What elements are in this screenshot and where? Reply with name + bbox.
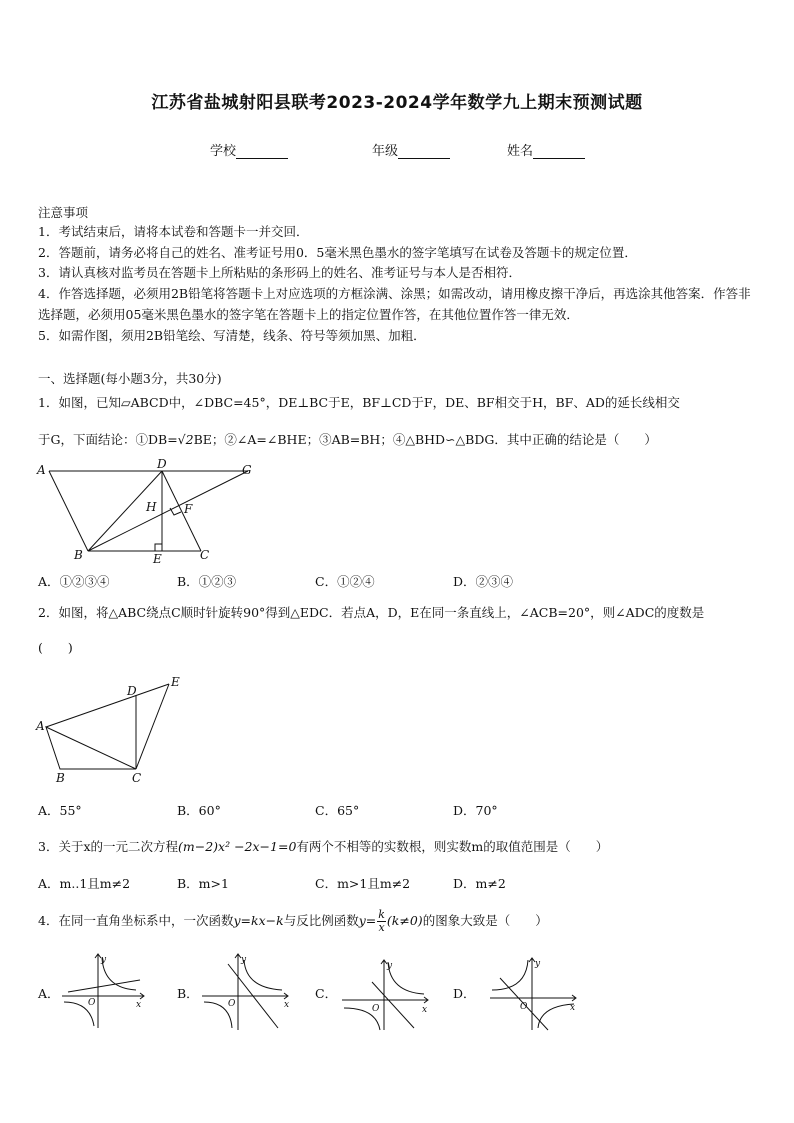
- q3-equation: (m−2)x² −2x−1=0: [178, 839, 297, 854]
- q4-frac-den: x: [378, 921, 385, 934]
- q1-option-d[interactable]: D．②③④: [453, 574, 514, 589]
- q4-option-d[interactable]: D．: [453, 986, 476, 1001]
- page-title: 江苏省盐城射阳县联考2023-2024学年数学九上期末预测试题: [151, 93, 643, 113]
- q2-rotation-figure: [32, 668, 202, 788]
- section-heading: 一、选择题(每小题3分，共30分): [38, 371, 222, 386]
- q1-line1: 1．如图，已知▱ABCD中，∠DBC=45°，DE⊥BC于E，BF⊥CD于F，DE、BF相交于H，BF、AD的延长线相交: [38, 395, 680, 410]
- q4-text-b: 与反比例函数: [283, 913, 359, 928]
- q4c-y-label: y: [387, 961, 393, 971]
- sqrt-two: √2: [177, 432, 194, 447]
- name-blank: [533, 146, 585, 159]
- q2-option-c[interactable]: C．65°: [315, 803, 360, 818]
- q3-text: [38, 837, 758, 857]
- q4-frac-num: k: [378, 908, 385, 921]
- q4-graph-c[interactable]: [338, 956, 434, 1032]
- grade-label: 年级: [372, 144, 399, 159]
- q1-option-b[interactable]: B．①②③: [177, 574, 237, 589]
- notice-item: 2．答题前，请务必将自己的姓名、准考证号用0．5毫米黑色墨水的签字笔填写在试卷及答题卡的规定位置．: [38, 245, 637, 260]
- q2-label-D: D: [127, 684, 137, 698]
- notice-item: 4．作答选择题，必须用2B铅笔将答题卡上对应选项的方框涂满、涂黑；如需改动，请用橡皮擦干净后，再选涂其他答案．作答非选择题，必须用05毫米黑色墨水的签字笔在答题卡上的指定位置作答，在其他位置作答一律无效．: [38, 286, 751, 322]
- q4d-origin: O: [520, 1002, 528, 1012]
- school-label: 学校: [210, 144, 237, 159]
- q4-inverse-eq-cond: (k≠0): [386, 913, 423, 928]
- q4-graph-b[interactable]: [198, 950, 294, 1032]
- q4-text-c: 的图象大致是（ ）: [422, 913, 548, 928]
- q4a-x-label: x: [136, 1000, 142, 1010]
- q1-label-F: F: [184, 502, 193, 516]
- grade-field: [372, 140, 450, 159]
- notice-item: 3．请认真核对监考员在答题卡上所粘贴的条形码上的姓名、准考证号与本人是否相符．: [38, 265, 521, 280]
- notice-heading: 注意事项: [38, 205, 89, 220]
- q4-linear-eq: y=kx−k: [233, 913, 284, 928]
- q2-option-b[interactable]: B．60°: [177, 803, 221, 818]
- q4c-origin: O: [372, 1004, 380, 1014]
- q4c-x-label: x: [422, 1005, 428, 1015]
- q2-option-a[interactable]: A．55°: [38, 803, 82, 818]
- q2-label-E: E: [171, 675, 180, 689]
- notice-item: 1．考试结束后，请将本试卷和答题卡一并交回．: [38, 224, 309, 239]
- q3-option-b[interactable]: B．m>1: [177, 876, 229, 891]
- q4b-x-label: x: [284, 1000, 290, 1010]
- name-field: [507, 140, 585, 159]
- q4b-origin: O: [228, 999, 236, 1009]
- q4d-x-label: x: [570, 1003, 576, 1013]
- notice-item: 5．如需作图，须用2B铅笔绘、写清楚，线条、符号等须加黑、加粗．: [38, 328, 426, 343]
- q4-inverse-eq-lhs: y=: [358, 913, 377, 928]
- q1-option-c[interactable]: C．①②④: [315, 574, 375, 589]
- q1-label-H: H: [146, 500, 157, 514]
- q2-option-d[interactable]: D．70°: [453, 803, 498, 818]
- q1-label-D: D: [157, 457, 167, 471]
- q3-option-c[interactable]: C．m>1且m≠2: [315, 876, 411, 891]
- school-blank: [236, 146, 288, 159]
- q4-graph-a[interactable]: [58, 950, 150, 1032]
- q1-parallelogram-figure: [34, 456, 264, 568]
- q4-fraction: [377, 909, 386, 934]
- q4-option-c[interactable]: C．: [315, 986, 338, 1001]
- q4-option-a[interactable]: A．: [38, 986, 60, 1001]
- q2-line2: ( ): [38, 640, 73, 655]
- q3-option-d[interactable]: D．m≠2: [453, 876, 506, 891]
- q3-text-a: 3．关于x的一元二次方程: [38, 839, 179, 854]
- name-label: 姓名: [507, 144, 534, 159]
- school-field: [210, 140, 288, 159]
- q1-label-A: A: [37, 463, 46, 477]
- q1-label-G: G: [242, 463, 252, 477]
- q1-option-a[interactable]: A．①②③④: [38, 574, 110, 589]
- q1-label-E: E: [153, 552, 162, 566]
- q4-option-b[interactable]: B．: [177, 986, 199, 1001]
- q4a-y-label: y: [101, 955, 107, 965]
- q4a-origin: O: [88, 998, 96, 1008]
- q2-line1: 2．如图，将△ABC绕点C顺时针旋转90°得到△EDC．若点A，D，E在同一条直线上，∠ACB=20°，则∠ADC的度数是: [38, 605, 705, 620]
- q4b-y-label: y: [241, 955, 247, 965]
- q1-label-C: C: [200, 548, 210, 562]
- grade-blank: [398, 146, 450, 159]
- q4-graph-d[interactable]: [486, 954, 582, 1032]
- q3-text-b: 有两个不相等的实数根，则实数m的取值范围是（ ）: [296, 839, 609, 854]
- q1-line2: [38, 430, 758, 450]
- q1-line2b: BE；②∠A=∠BHE；③AB=BH；④△BHD∽△BDG．其中正确的结论是（ ）: [193, 432, 657, 447]
- q3-option-a[interactable]: A．m..1且m≠2: [38, 876, 131, 891]
- q4-text-a: 4．在同一直角坐标系中，一次函数: [38, 913, 234, 928]
- q2-label-C: C: [132, 771, 142, 785]
- q2-label-B: B: [56, 771, 65, 785]
- q4d-y-label: y: [535, 959, 541, 969]
- q2-label-A: A: [36, 719, 45, 733]
- q4-text: [38, 909, 758, 934]
- q1-line2a: 于G，下面结论：①DB=: [38, 432, 178, 447]
- q1-label-B: B: [74, 548, 83, 562]
